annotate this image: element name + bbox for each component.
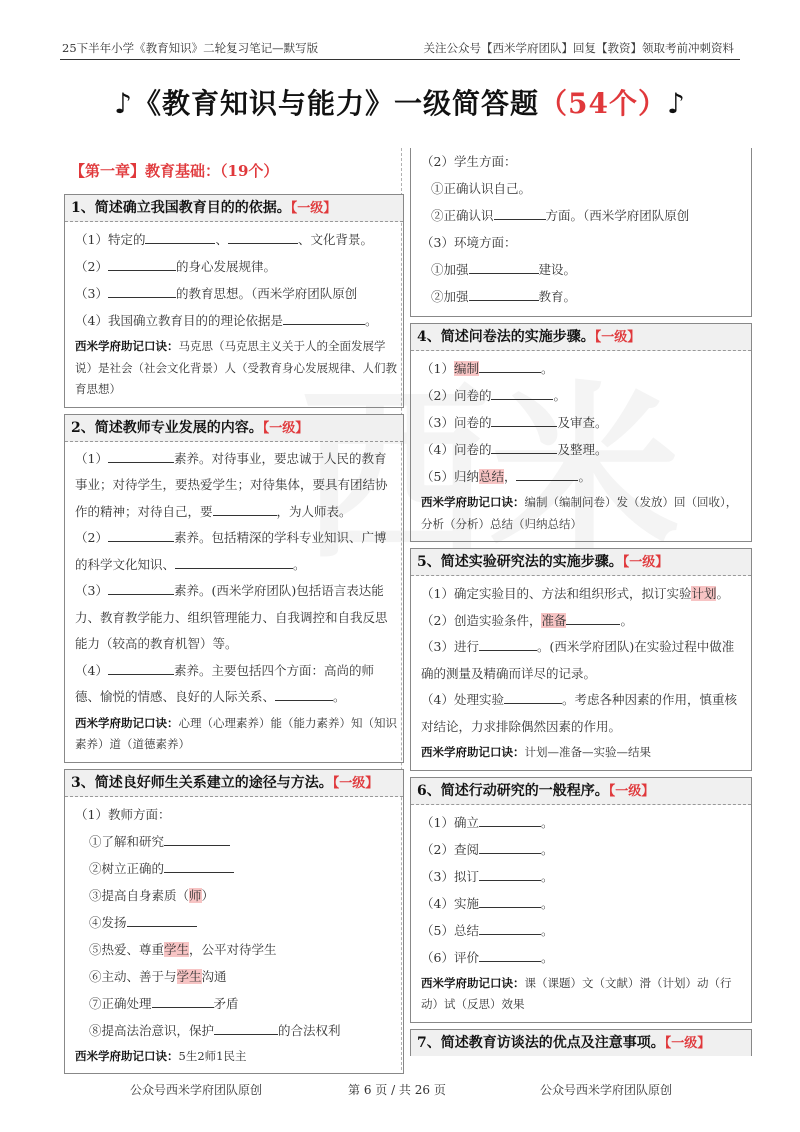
answer-line: （2） 的身心发展规律。 xyxy=(75,253,397,280)
answer-paragraph: （4） 素养。主要包括四个方面：高尚的师德、愉悦的情感、良好的人际关系、 。 xyxy=(75,658,397,711)
answer-line: （5）总结 。 xyxy=(421,917,745,944)
question-title: 3、简述良好师生关系建立的途径与方法。【一级】 xyxy=(65,770,403,797)
answer-line: （1）教师方面： xyxy=(75,806,171,822)
level-tag: 【一级】 xyxy=(262,420,309,436)
fill-blank[interactable] xyxy=(127,912,197,927)
fill-blank[interactable] xyxy=(469,259,539,274)
page-header-right: 关注公众号【西米学府团队】回复【教资】领取考前冲刺资料 xyxy=(423,41,734,55)
fill-blank[interactable] xyxy=(213,501,277,516)
fill-blank[interactable] xyxy=(228,229,298,244)
answer-line: （4）问卷的 及整理。 xyxy=(421,436,745,463)
question-2 xyxy=(64,414,404,763)
page-header-left: 25下半年小学《教育知识》二轮复习笔记—默写版 xyxy=(62,41,319,55)
fill-blank[interactable] xyxy=(479,839,541,854)
answer-line: ②加强 教育。 xyxy=(421,283,745,310)
question-7 xyxy=(410,1029,752,1056)
right-column xyxy=(410,148,752,1056)
answer-line: ⑦正确处理 矛盾 xyxy=(75,990,397,1017)
answer-line: ⑥主动、善于与学生沟通 xyxy=(89,968,227,984)
fill-blank[interactable] xyxy=(491,439,557,454)
fill-blank[interactable] xyxy=(479,920,541,935)
fill-blank[interactable] xyxy=(494,205,546,220)
fill-blank[interactable] xyxy=(108,580,174,595)
fill-blank[interactable] xyxy=(479,866,541,881)
level-tag: 【一级】 xyxy=(608,783,655,799)
fill-blank[interactable] xyxy=(479,893,541,908)
answer-line: （2）创造实验条件，准备 。 xyxy=(421,607,745,634)
answer-line: ①正确认识自己。 xyxy=(431,181,532,196)
question-6 xyxy=(410,777,752,1023)
fill-blank[interactable] xyxy=(108,527,174,542)
level-tag: 【一级】 xyxy=(332,775,379,791)
fill-blank[interactable] xyxy=(566,610,620,625)
level-tag: 【一级】 xyxy=(594,330,641,345)
page-title xyxy=(0,82,800,122)
title-count: （54个） xyxy=(539,87,667,120)
mnemonic: 西米学府助记口诀：5生2师1民主 xyxy=(75,1048,247,1063)
question-title: 7、简述教育访谈法的优点及注意事项。【一级】 xyxy=(411,1030,751,1056)
answer-line: （4）实施 。 xyxy=(421,890,745,917)
fill-blank[interactable] xyxy=(283,310,365,325)
fill-blank[interactable] xyxy=(479,358,541,373)
fill-blank[interactable] xyxy=(479,947,541,962)
answer-paragraph: （3） 素养。(西米学府团队)包括语言表达能力、教育教学能力、组织管理能力、自我调控和自我反思能力（较高的教育机智）等。 xyxy=(75,578,397,658)
answer-line: （1）确定实验目的、方法和组织形式，拟订实验计划。 xyxy=(421,586,729,601)
fill-blank[interactable] xyxy=(164,831,230,846)
page-number: 第 6 页 / 共 26 页 xyxy=(348,1083,446,1097)
answer-line: （3）环境方面： xyxy=(421,235,517,250)
question-title: 4、简述问卷法的实施步骤。【一级】 xyxy=(411,324,751,351)
fill-blank[interactable] xyxy=(516,466,578,481)
fill-blank[interactable] xyxy=(108,660,174,675)
fill-blank[interactable] xyxy=(491,385,553,400)
header-divider xyxy=(60,59,740,60)
answer-line: （3）问卷的 及审查。 xyxy=(421,409,745,436)
fill-blank[interactable] xyxy=(152,993,214,1008)
answer-line: （2）问卷的 。 xyxy=(421,382,745,409)
answer-line: ③提高自身素质（师） xyxy=(89,887,215,903)
answer-line: （2）学生方面： xyxy=(421,154,517,169)
mnemonic: 西米学府助记口诀：编制（编制问卷）发（发放）回（回收），分析（分析）总结（归纳总结） xyxy=(421,495,738,531)
question-3-continued xyxy=(410,148,752,317)
question-3 xyxy=(64,769,404,1075)
answer-line: （6）评价 。 xyxy=(421,944,745,971)
answer-line: （3）拟订 。 xyxy=(421,863,745,890)
title-suffix: ♪ xyxy=(666,87,686,120)
fill-blank[interactable] xyxy=(469,286,539,301)
question-1 xyxy=(64,194,404,408)
answer-line: （5）归纳总结， 。 xyxy=(421,463,745,490)
answer-line: （2）查阅 。 xyxy=(421,836,745,863)
question-5 xyxy=(410,548,752,771)
footer-right: 公众号西米学府团队原创 xyxy=(540,1083,673,1097)
answer-line: （3） 的教育思想。（西米学府团队原创 xyxy=(75,280,397,307)
question-title: 6、简述行动研究的一般程序。【一级】 xyxy=(411,778,751,805)
answer-paragraph: （3）进行 。(西米学府团队)在实验过程中做准确的测量及精确而详尽的记录。 xyxy=(421,634,745,687)
fill-blank[interactable] xyxy=(214,1020,278,1035)
fill-blank[interactable] xyxy=(491,412,557,427)
fill-blank[interactable] xyxy=(164,858,234,873)
question-4 xyxy=(410,323,752,542)
mnemonic: 西米学府助记口诀：心理（心理素养）能（能力素养）知（知识素养）道（道德素养） xyxy=(75,715,397,751)
fill-blank[interactable] xyxy=(175,554,293,569)
answer-line: ④发扬 xyxy=(75,909,397,936)
fill-blank[interactable] xyxy=(479,812,541,827)
answer-line: （4）我国确立教育目的的理论依据是 。 xyxy=(75,307,397,334)
fill-blank[interactable] xyxy=(145,229,215,244)
footer-left: 公众号西米学府团队原创 xyxy=(130,1083,263,1097)
question-title: 2、简述教师专业发展的内容。【一级】 xyxy=(65,415,403,442)
fill-blank[interactable] xyxy=(108,448,174,463)
question-title: 1、简述确立我国教育目的的依据。【一级】 xyxy=(65,195,403,222)
answer-line: ⑤热爱、尊重学生，公平对待学生 xyxy=(89,941,277,957)
mnemonic: 西米学府助记口诀：课（课题）文（文献）滑（计划）动（行动）试（反思）效果 xyxy=(421,975,732,1011)
question-title: 5、简述实验研究法的实施步骤。【一级】 xyxy=(411,549,751,576)
answer-line: （1）确立 。 xyxy=(421,809,745,836)
fill-blank[interactable] xyxy=(275,686,333,701)
answer-line: ②树立正确的 xyxy=(75,855,397,882)
answer-line: （1）编制 。 xyxy=(421,355,745,382)
answer-line: ⑧提高法治意识，保护 的合法权利 xyxy=(75,1017,397,1044)
chapter-heading: 【第一章】教育基础：（19个） xyxy=(70,162,279,180)
answer-line: ①加强 建设。 xyxy=(421,256,745,283)
answer-paragraph: （1） 素养。对待事业，要忠诚于人民的教育事业；对待学生，要热爱学生；对待集体，要具有团结协作的精神；对待自己，要 ，为人师表。 xyxy=(75,446,397,526)
fill-blank[interactable] xyxy=(108,256,176,271)
mnemonic: 西米学府助记口诀：马克思（马克思主义关于人的全面发展学说）是社会（社会文化背景）人（受教育身心发展规律、人们教育思想） xyxy=(75,339,397,396)
level-tag: 【一级】 xyxy=(290,201,337,216)
level-tag: 【一级】 xyxy=(664,1035,711,1051)
answer-paragraph: （2） 素养。包括精深的学科专业知识、广博的科学文化知识、 。 xyxy=(75,525,397,578)
mnemonic: 西米学府助记口诀：计划—准备—实验—结果 xyxy=(421,745,651,759)
answer-paragraph: （4）处理实验 。考虑各种因素的作用，慎重核对结论，力求排除偶然因素的作用。 xyxy=(421,687,745,740)
answer-line: ②正确认识 方面。（西米学府团队原创 xyxy=(421,202,745,229)
fill-blank[interactable] xyxy=(504,689,562,704)
left-column xyxy=(64,148,404,1074)
title-prefix: ♪《教育知识与能力》一级简答题 xyxy=(114,87,540,120)
level-tag: 【一级】 xyxy=(622,555,669,570)
fill-blank[interactable] xyxy=(479,636,537,651)
answer-line: （1）特定的 、 、文化背景。 xyxy=(75,226,397,253)
fill-blank[interactable] xyxy=(108,283,176,298)
answer-line: ①了解和研究 xyxy=(75,828,397,855)
